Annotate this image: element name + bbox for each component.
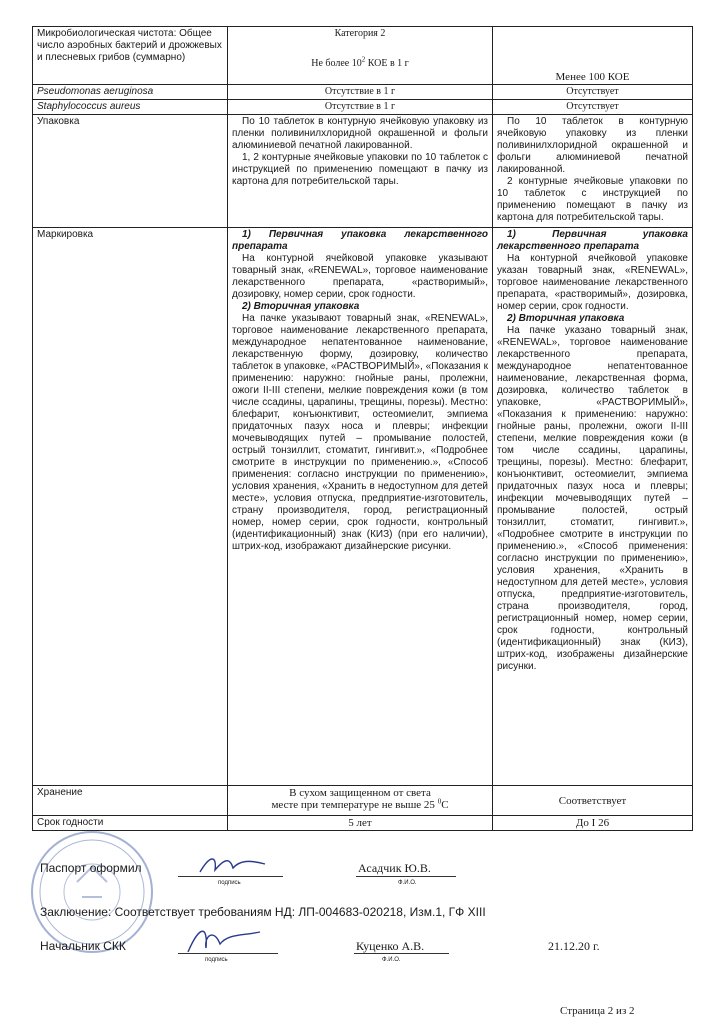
micro-result: Менее 100 КОЕ xyxy=(493,27,693,85)
table-row-pseudomonas xyxy=(33,85,693,100)
micro-requirement xyxy=(228,27,493,85)
shelf-life-requirement: 5 лет xyxy=(228,816,493,831)
head-name: Куценко А.В. xyxy=(356,939,425,953)
storage-requirement: В сухом защищенном от света месте при температуре не выше 25 $^0$С xyxy=(228,786,493,816)
head-label: Начальник СКК xyxy=(40,939,126,953)
passport-name-line xyxy=(356,876,456,877)
page-number: Страница 2 из 2 xyxy=(560,1005,635,1017)
marking-result: 1) Первичная упаковка лекарственного препарата На контурной ячейковой упаковке указан товарный знак, «RENEWAL», торговое наименование лекарственного препарата, «растворимый», дозировка, номер серии, срок годности. 2) Вторичная упаковка На пачке указано товарный знак, «RENEWAL», торговое наименование лекарственного препарата, международное непатентованное наименование, лекарственная форма, дозировка, количество таблеток в упаковке, «РАСТВОРИМЫЙ», «Показания к применению: наружно: гнойные раны, пролежни, ожоги II-III степени, мелкие повреждения кожи (в том числе ссадины, царапины, трещины, порезы). Местно: блефарит, конъюнктивит, остеомиелит, эмпиема придаточных пазух носа и плевры; инфекции мочевыводящих путей – промывание полостей, острый тонзиллит, стоматит, гингивит.», «Подробнее смотрите в инструкции по применению.», «Способ применения: согласно инструкции по применению», условия хранения, «Хранить в недоступном для детей месте», условия отпуска, предприятие-изготовитель, страна производителя, город, регистрационный номер, номер серии, срок годности, контрольный (идентификационный) знак (КИЗ), штрих-код, изображены дизайнерские рисунки. xyxy=(493,228,693,786)
micro-label: Микробиологическая чистота: Общее число аэробных бактерий и дрожжевых и плесневых грибов (суммарно) xyxy=(33,27,228,85)
table-row-marking xyxy=(33,228,693,786)
micro-limit xyxy=(232,55,488,70)
head-signature-icon xyxy=(180,922,270,956)
staph-requirement: Отсутствие в 1 г xyxy=(228,100,493,115)
micro-category: Категория 2 xyxy=(334,28,386,39)
head-sign-caption: подпись xyxy=(205,957,228,963)
pseudomonas-result: Отсутствует xyxy=(493,85,693,100)
shelf-life-label: Срок годности xyxy=(33,816,228,831)
marking-requirement: 1) Первичная упаковка лекарственного препарата На контурной ячейковой упаковке указывают товарный знак, «RENEWAL», торговое наименование лекарственного препарата, «растворимый», дозировку, номер серии, срок годности. 2) Вторичная упаковка На пачке указывают товарный знак, «RENEWAL», торговое наименование лекарственного препарата, международное непатентованное наименование, лекарственную форму, дозировку, количество таблеток в упаковке, «РАСТВОРИМЫЙ», «Показания к применению: наружно: гнойные раны, пролежни, ожоги II-III степени, мелкие повреждения кожи (в том числе ссадины, царапины, трещины, порезы). Местно: блефарит, конъюнктивит, остеомиелит, эмпиема придаточных пазух носа и плевры; инфекции мочевыводящих путей – промывание полостей, острый тонзиллит, стоматит, гингивит.», «Подробнее смотрите в инструкции по применению.», «Способ применения: согласно инструкции по применению», условия хранения, «Хранить в недоступном для детей месте», условия отпуска, предприятие-изготовитель, страну производителя, город, регистрационный номер, номер серии, срок годности, контрольный (идентификационный) знак (КИЗ) (при его наличии), штрих-код, изображают дизайнерские рисунки. xyxy=(228,228,493,786)
staph-result: Отсутствует xyxy=(493,100,693,115)
table-row-micro xyxy=(33,27,693,85)
storage-label: Хранение xyxy=(33,786,228,816)
packaging-result: По 10 таблеток в контурную ячейковую упаковку из пленки поливинилхлоридной окрашенной и фольги алюминиевой печатной лакированной. 2 контурные ячейковые упаковки по 10 таблеток с инструкцией по применению помещают в пачку из картона для потребительской тары. xyxy=(493,115,693,228)
table-row-staph xyxy=(33,100,693,115)
specification-table xyxy=(32,26,693,831)
micro-limit-prefix: Не более 10 xyxy=(311,58,362,69)
table-row-packaging xyxy=(33,115,693,228)
micro-limit-exp: 2 xyxy=(361,55,366,64)
table-row-storage xyxy=(33,786,693,816)
passport-signature-icon xyxy=(195,850,275,878)
staph-label: Staphylococcus aureus xyxy=(33,100,228,115)
passport-name: Асадчик Ю.В. xyxy=(358,861,431,875)
conclusion-text: Заключение: Соответствует требованиям НД: ЛП-004683-020218, Изм.1, ГФ XIII xyxy=(40,905,486,919)
packaging-requirement: По 10 таблеток в контурную ячейковую упаковку из пленки поливинилхлоридной окрашенной и фольги алюминиевой печатной лакированной. 1, 2 контурные ячейковые упаковки по 10 таблеток с инструкцией по применению помещают в пачку из картона для потребительской тары. xyxy=(228,115,493,228)
passport-sign-caption: подпись xyxy=(218,880,241,886)
packaging-label: Упаковка xyxy=(33,115,228,228)
pseudomonas-requirement: Отсутствие в 1 г xyxy=(228,85,493,100)
passport-fio-caption: Ф.И.О. xyxy=(398,880,417,886)
micro-limit-suffix: КОЕ в 1 г xyxy=(365,58,409,69)
shelf-life-result: До I 26 xyxy=(493,816,693,831)
head-fio-caption: Ф.И.О. xyxy=(382,957,401,963)
storage-result: Соответствует xyxy=(493,786,693,816)
marking-label: Маркировка xyxy=(33,228,228,786)
signature-date: 21.12.20 г. xyxy=(548,939,600,953)
pseudomonas-label: Pseudomonas aeruginosa xyxy=(33,85,228,100)
passport-label: Паспорт оформил xyxy=(40,861,142,875)
